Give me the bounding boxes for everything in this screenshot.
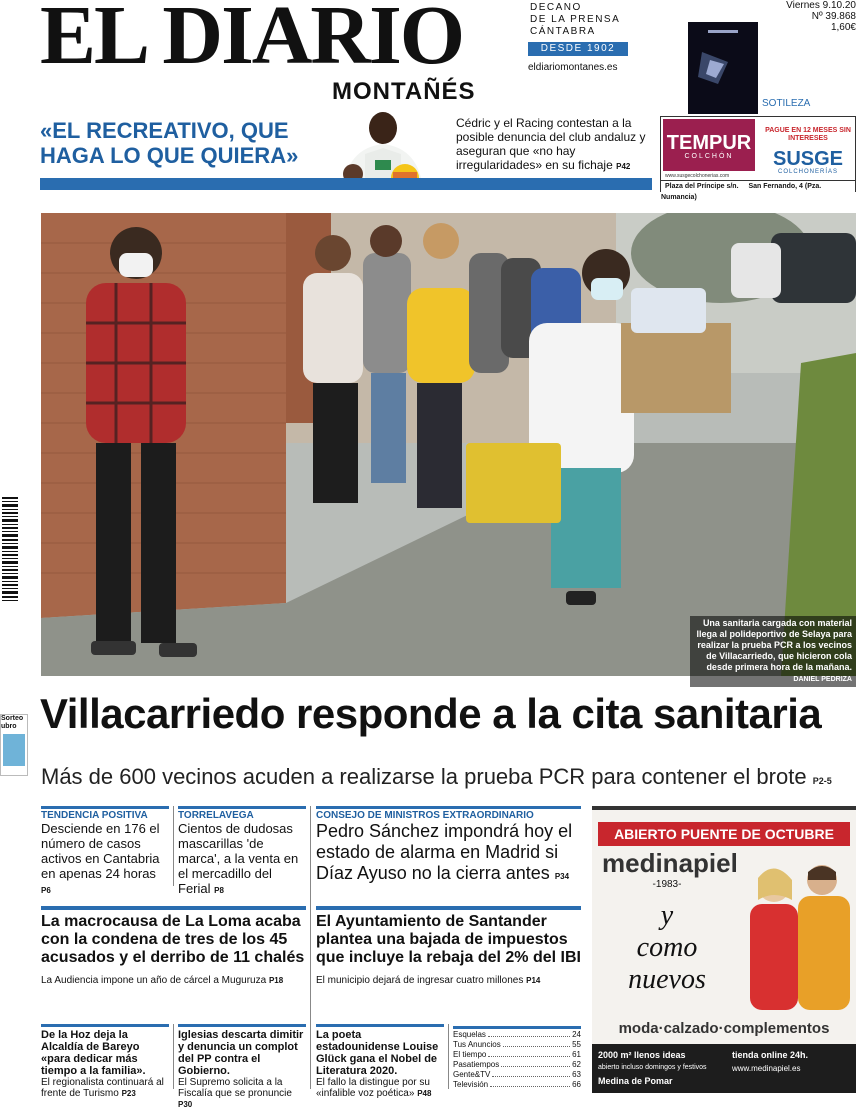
issue-price: 1,60€ xyxy=(830,22,856,33)
ad-models-image xyxy=(732,850,856,1010)
ad-address-2: San Fernando, 4 (Pza. Numancia) xyxy=(661,183,822,201)
ad-foot-1: 2000 m² llenos ideas xyxy=(598,1050,686,1060)
susge-brand: SUSGE xyxy=(772,148,844,170)
sorteo-label-2: ubro xyxy=(1,723,17,730)
ad-foot-5: Medina de Pomar xyxy=(598,1076,673,1086)
brief-2[interactable] xyxy=(178,806,306,898)
story-1[interactable] xyxy=(41,906,306,987)
index-page: 61 xyxy=(572,1050,581,1059)
ad-foot-4: www.medinapiel.es xyxy=(732,1064,801,1073)
index-name: Gente&TV xyxy=(453,1070,491,1079)
brief-page-ref: P34 xyxy=(554,872,570,881)
ad-address-bar xyxy=(661,180,855,201)
tempur-susge-ad[interactable] xyxy=(660,116,856,201)
bottom-title: La poeta estadounidense Louise Glück gana el Nobel de Literatura 2020. xyxy=(316,1024,444,1077)
index-name: El tiempo xyxy=(453,1050,487,1059)
since-badge: DESDE 1902 xyxy=(528,42,628,56)
decano-line: DECANO xyxy=(530,2,582,13)
tempur-logo xyxy=(663,119,755,171)
bottom-sub-text: El regionalista continuará al frente de Turismo xyxy=(41,1077,164,1099)
susge-sub: COLCHONERÍAS xyxy=(777,169,838,175)
brief-text xyxy=(41,821,169,898)
main-subhead xyxy=(41,766,857,788)
index-page: 55 xyxy=(572,1040,581,1049)
masthead-subtitle: MONTAÑÉS xyxy=(332,78,476,105)
ad-year: -1983- xyxy=(652,879,682,890)
brief-body: Desciende en 176 el número de casos activos en Cantabria en apenas 24 horas xyxy=(41,821,160,881)
ad-web: www.susgecolchonerias.com xyxy=(665,173,730,179)
index-page: 24 xyxy=(572,1030,581,1039)
story-title: La macrocausa de La Loma acaba con la condena de tres de los 45 acusados y el derribo de 11 chalés xyxy=(41,906,306,967)
ad-banner: ABIERTO PUENTE DE OCTUBRE xyxy=(598,822,850,846)
sotileza-cover-image[interactable] xyxy=(688,22,758,114)
subhead-page-ref: P2-5 xyxy=(812,776,832,786)
bottom-page-ref: P48 xyxy=(417,1089,432,1098)
index-row[interactable] xyxy=(453,1050,581,1060)
sorteo-image xyxy=(3,734,25,766)
teaser-text[interactable] xyxy=(456,116,656,174)
brief-body: Cientos de dudosas mascarillas 'de marca', a la venta en el mercadillo del Ferial xyxy=(178,821,299,896)
masthead-title: EL DIARIO xyxy=(40,0,464,82)
column-divider xyxy=(173,806,174,886)
index-page: 62 xyxy=(572,1060,581,1069)
story-title: El Ayuntamiento de Santander plantea una bajada de impuestos que incluye la rebaja del 2% del IBI xyxy=(316,906,581,967)
brief-tag: CONSEJO DE MINISTROS EXTRAORDINARIO xyxy=(316,806,581,821)
index-row[interactable] xyxy=(453,1060,581,1070)
story-page-ref: P14 xyxy=(526,976,541,985)
sorteo-label: Sorteo xyxy=(1,715,24,722)
index-row[interactable] xyxy=(453,1040,581,1050)
ad-address-1: Plaza del Príncipe s/n. xyxy=(665,183,739,190)
sotileza-cover-art xyxy=(688,22,758,114)
brief-3[interactable] xyxy=(316,806,581,887)
teaser-underline xyxy=(40,178,652,190)
section-index xyxy=(453,1026,581,1090)
bottom-sub-text: El Supremo solicita a la Fiscalía que se pronuncie xyxy=(178,1077,292,1099)
tempur-brand: TEMPUR xyxy=(666,132,752,154)
brief-text xyxy=(316,821,581,887)
barcode-graphic xyxy=(0,495,20,607)
caption-text: Una sanitaria cargada con material llega al polideportivo de Selaya para realizar la prueba PCR a los vecinos de Villacarriedo, que hicieron cola desde primera hora de la mañana. xyxy=(696,618,852,672)
story-sub xyxy=(316,975,581,987)
brief-tag: TORRELAVEGA xyxy=(178,806,306,821)
photo-credit: DANIEL PEDRIZA xyxy=(793,676,852,683)
tempur-sub: COLCHÓN xyxy=(684,153,734,160)
subhead-text: Más de 600 vecinos acuden a realizarse la prueba PCR para contener el brote xyxy=(41,764,807,789)
decano-line: DE LA PRENSA xyxy=(530,14,621,25)
brief-tag: TENDENCIA POSITIVA xyxy=(41,806,169,821)
barcode xyxy=(0,495,20,607)
story-2[interactable] xyxy=(316,906,581,987)
brief-page-ref: P8 xyxy=(214,886,224,895)
bottom-title: De la Hoz deja la Alcaldía de Bareyo «para dedicar más tiempo a la familia». xyxy=(41,1024,169,1077)
brief-text xyxy=(178,821,306,898)
column-divider xyxy=(310,806,311,1089)
column-divider xyxy=(173,1024,174,1089)
bottom-sub-text: El fallo la distingue por su «infalible voz poética» xyxy=(316,1077,430,1099)
ad-foot-2: tienda online 24h. xyxy=(732,1050,809,1060)
photo-scene xyxy=(41,213,856,676)
issue-date: Viernes 9.10.20 xyxy=(786,0,856,11)
ad-promo-text: PAGUE EN 12 MESES SIN INTERESES xyxy=(765,127,851,142)
main-headline[interactable]: Villacarriedo responde a la cita sanitaria xyxy=(40,690,822,737)
brief-page-ref: P6 xyxy=(41,886,51,895)
bottom-sub xyxy=(41,1077,169,1099)
ad-line-1: y xyxy=(660,900,674,931)
index-row[interactable] xyxy=(453,1070,581,1080)
brief-1[interactable] xyxy=(41,806,169,898)
ad-foot-3: abierto incluso domingos y festivos xyxy=(598,1064,707,1071)
index-name: Televisión xyxy=(453,1080,489,1089)
bottom-page-ref: P23 xyxy=(121,1089,136,1098)
issue-number: Nº 39.868 xyxy=(811,11,856,22)
teaser-page-ref: P42 xyxy=(616,162,631,171)
bottom-story-1[interactable] xyxy=(41,1024,169,1099)
brief-body: Pedro Sánchez impondrá hoy el estado de alarma en Madrid si Díaz Ayuso no la cierra antes xyxy=(316,821,573,883)
decano-line: CÁNTABRA xyxy=(530,26,596,37)
index-page: 63 xyxy=(572,1070,581,1079)
story-sub-text: La Audiencia impone un año de cárcel a Muguruza xyxy=(41,975,267,986)
main-photo[interactable] xyxy=(41,213,856,676)
ad-brand: medinapiel xyxy=(602,848,738,878)
index-name: Pasatiempos xyxy=(453,1060,500,1069)
index-name: Tus Anuncios xyxy=(453,1040,501,1049)
bottom-sub xyxy=(178,1077,306,1110)
medinapiel-ad[interactable] xyxy=(592,806,856,1093)
story-sub xyxy=(41,975,306,987)
index-row[interactable] xyxy=(453,1030,581,1040)
index-name: Esquelas xyxy=(453,1030,486,1039)
teaser-quote[interactable]: «EL RECREATIVO, QUE HAGA LO QUE QUIERA» xyxy=(40,118,299,168)
bottom-page-ref: P30 xyxy=(178,1100,193,1109)
ad-line-2: como xyxy=(636,932,698,963)
bottom-story-3[interactable] xyxy=(316,1024,444,1099)
ad-models-figure xyxy=(732,850,856,1010)
ad-footer xyxy=(592,1044,856,1093)
story-sub-text: El municipio dejará de ingresar cuatro millones xyxy=(316,975,524,986)
bottom-story-2[interactable] xyxy=(178,1024,306,1110)
bottom-title: Iglesias descarta dimitir y denuncia un complot del PP contra el Gobierno. xyxy=(178,1024,306,1077)
sotileza-label: SOTILEZA xyxy=(762,98,811,109)
bottom-sub xyxy=(316,1077,444,1099)
website-link[interactable]: eldiariomontanes.es xyxy=(528,62,618,73)
ad-tagline: moda·calzado·complementos xyxy=(618,1020,830,1037)
column-divider xyxy=(448,1024,449,1089)
sorteo-badge[interactable] xyxy=(0,714,28,776)
story-page-ref: P18 xyxy=(268,976,284,985)
teaser-body: Cédric y el Racing contestan a la posible denuncia del club andaluz y aseguran que «no hay irregularidades» en su fichaje xyxy=(456,116,646,172)
ad-line-3: nuevos xyxy=(628,964,706,995)
masthead-decano xyxy=(530,2,630,38)
issue-info xyxy=(760,0,856,33)
photo-caption xyxy=(690,616,856,687)
index-page: 66 xyxy=(572,1080,581,1089)
